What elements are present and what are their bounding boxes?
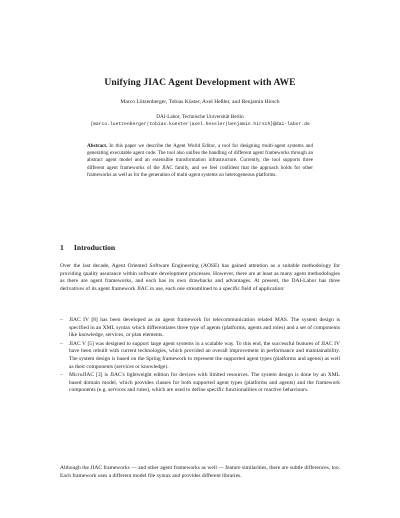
paragraph-2: Although the JIAC frameworks — and other agent frameworks as well — feature similarities, there are subtle differences, too. Each framework uses a different model file syntax and provides different libraries.	[60, 465, 340, 479]
paragraph-1: Over the last decade, Agent Oriented Software Engineering (AOSE) has gained attention as a suitable methodology for providing quality assurance within software development processes. However, there are at least as many agent methodologies as there are agent frameworks, and each has its own drawbacks and advantages. At present, the DAI-Labor has three derivatives of its agent framework JIAC in use, each one streamlined to a specific field of application:	[60, 263, 340, 292]
author-emails: {marco.luetzenberger|tobias.kuester|axel.hessler|benjamin.hirsch}@dai-labor.de	[90, 122, 310, 127]
paper-title: Unifying JIAC Agent Development with AWE	[104, 77, 296, 88]
abstract-text: In this paper we describe the Agent World Editor, a tool for designing multi-agent systems and generating executable agent code. The tool also unifies the handling of different agent frameworks through an abstract agent model and an extensible transformation infrastructure. Currently, the tool supports three different agent frameworks of the JIAC family, and we feel confident that the approach holds for other frameworks as well as for the generation of multi-agent systems on heterogeneous platforms.	[87, 143, 314, 178]
abstract	[87, 143, 313, 179]
list-item: – JIAC IV [8] has been developed as an agent framework for telecommunication related MAS. The system design is specified in an XML syntax which differentiates three type of agents (platforms, agents and roles) and a set of components like knowledge, services, or plan elements.	[60, 317, 340, 339]
list-item: – JIAC V [5] was designed to support large agent systems in a scalable way. To this end, the successful features of JIAC IV have been rebuilt with current technologies, which provided an overall improvement in performance and maintainability. The system design is based on the Spring framework to represent the supported agent types (platforms and agents) as well as their components (services or knowledge).	[60, 340, 340, 370]
author-list: Marco Lützenberger, Tobias Küster, Axel Heßler, and Benjamin Hirsch	[120, 99, 280, 105]
affiliation: DAI-Labor, Technische Universität Berlin	[156, 114, 244, 120]
list-item: – MicroJIAC [3] is JIAC's lightweight edition for devices with limited resources. The system design is done by an XML based domain model, which provides classes for both supported agent types (platforms and agents) and the framework components (e.g. services and rules), which are used to define specific functionalities or reactive behaviours.	[60, 372, 340, 394]
section-number: 1	[60, 243, 64, 252]
section-title: Introduction	[73, 243, 116, 252]
abstract-label: Abstract.	[87, 143, 108, 149]
framework-list	[60, 317, 340, 396]
section-heading	[60, 243, 340, 252]
